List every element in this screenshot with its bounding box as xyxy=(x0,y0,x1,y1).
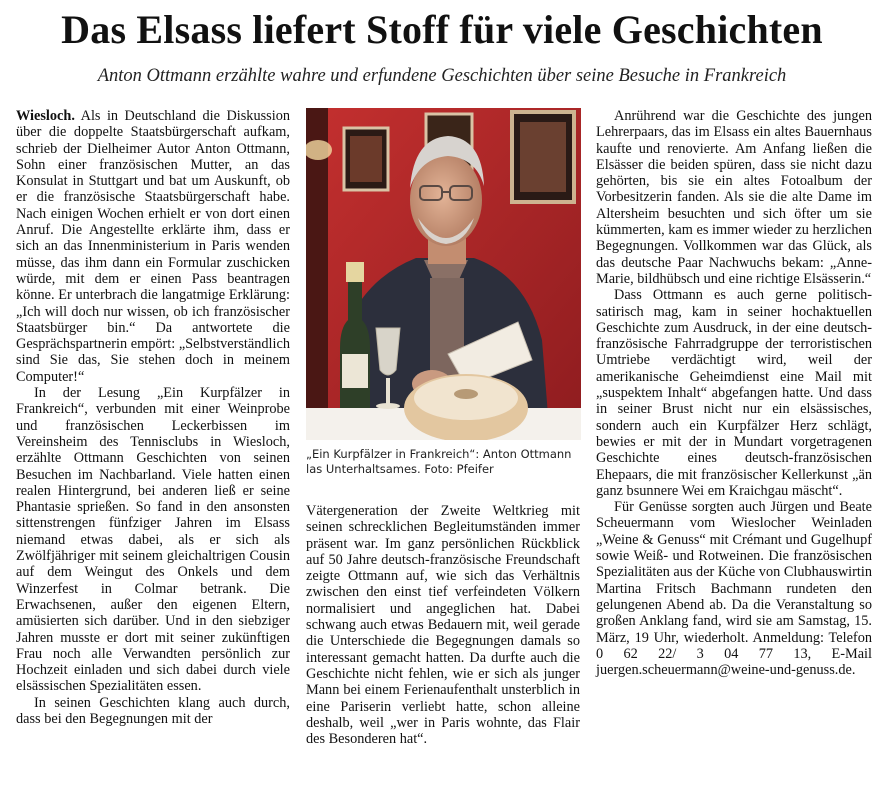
paragraph: Vätergeneration der Zweite Weltkrieg mit seinen schrecklichen Begleitumständen immer präsent war. Im ganz persönlichen Rückblick auf 50 Jahre deutsch-französische Freundschaft zeigte Ottmann auf, wie sich das Verhältnis zwischen den einst tief verfeindeten Völkern normalisiert und angeglichen hat. Dabei schwang auch etwas Bedauern mit, weil gerade die Unterschiede die Begegnungen damals so interessant gemacht hatten. Da durfte auch die Geschichte nicht fehlen, wie er sich als junger Mann bei einem Ferienaufenthalt unsterblich in eine Pariserin verliebt hatte, schon alleine deshalb, weil „wer in Paris wohnte, das Flair des Besonderen hat“. xyxy=(306,503,580,748)
paragraph: Für Genüsse sorgten auch Jürgen und Beate Scheuermann vom Wieslocher Weinladen „Weine & Genuss“ mit Crémant und Gugelhupf sowie Weiß- und Rotweinen. Die französischen Spezialitäten aus der Küche von Clubhauswirtin Martina Fritsch Bachmann rundeten den gelungenen Abend ab. Da die Veranstaltung so großen Anklang fand, wird sie am Samstag, 15. März, 19 Uhr, wiederholt. Anmeldung: Telefon 0 62 22/ 3 04 77 13, E-Mail juergen.scheuermann@weine-und-genuss.de. xyxy=(596,499,872,679)
paragraph: Dass Ottmann es auch gerne politisch-satirisch mag, kam in seiner hochaktuellen Geschichte zum Ausdruck, in der eine deutsch-französische Fahrradgruppe der terroristischen Umtriebe verdächtigt wird, weil der amerikanische Geheimdienst eine Mail mit „suspektem Inhalt“ abgefangen hatte. Und dass in seiner Brust nicht nur ein elsässisches, sondern auch ein Kurpfälzer Herz schlägt, bewies er mit der in Mundart vorgetragenen Geschichte eines deutsch-französischen Ehepaars, die mit französischer Kellerkunst „än ganz bsunnere Wei em Kraichgau mäscht“. xyxy=(596,287,872,499)
paragraph xyxy=(16,108,290,385)
article-photo xyxy=(306,108,581,440)
paragraph-text: Als in Deutschland die Diskussion über die doppelte Staatsbürgerschaft aufkam, schrieb der Dielheimer Autor Anton Ottmann, Sohn einer französischen Mutter, an das Konsulat in Stuttgart und bat um Auskunft, ob er die französische Staatsbürgerschaft habe. Nach einigen Wochen erhielt er von dort einen Anruf. Die Angestellte erklärte ihm, dass er sich an das Innenministerium in Paris wenden müsse, das ihm dann ein Formular zuschicken würde, mit dem er einen Pass beantragen könne. Er unterbrach die langatmige Erklärung: „Ich will doch nur wissen, ob ich französischer Staatsbürger bin.“ Da antwortete die Gesprächspartnerin empört: „Selbstverständlich sind Sie das, Sie stehen doch in meinem Computer!“ xyxy=(16,108,290,385)
headline: Das Elsass liefert Stoff für viele Geschichten xyxy=(61,7,823,52)
article-column-1 xyxy=(16,108,290,727)
paragraph: In der Lesung „Ein Kurpfälzer in Frankreich“, verbunden mit einer Weinprobe und französischen Leckerbissen im Vereinsheim des Tennisclubs in Wiesloch, erzählte Ottmann Geschichten von seinen Besuchen im Nachbarland. Viele hatten einen realen Hintergrund, bei anderen ließ er seine Phantasie sprießen. So fand in den ansonsten sittenstrengen fünfziger Jahren im Elsass niemand etwas dabei, als er sich als Zwölfjähriger mit seinem gleichaltrigen Cousin auf dem Weingut des Onkels und dem Winzerfest in Colmar betrank. Die Erwachsenen, außer den eigenen Eltern, amüsierten sich darüber. Und in den siebziger Jahren musste er dort mit seiner zukünftigen Frau noch alle Verwandten persönlich zur Hochzeit einladen und sich dabei durch viele elsässischen Spezialitäten essen. xyxy=(16,385,290,695)
article-column-2 xyxy=(306,503,580,747)
article-column-3 xyxy=(596,108,872,678)
photo-caption: „Ein Kurpfälzer in Frankreich“: Anton Ottmann las Unterhaltsames. Foto: Pfeifer xyxy=(306,447,572,476)
dateline: Wiesloch. xyxy=(16,108,75,124)
paragraph: Anrührend war die Geschichte des jungen Lehrerpaars, das im Elsass ein altes Bauernhaus kaufte und renovierte. Am Anfang ließen die Elsässer die beiden spüren, dass sie nicht dazu gehörten, bis sie ein altes Fotoalbum der Vorbesitzerin fanden. Als sie die alte Dame im Altersheim besuchten und sich öfter um sie kümmerten, kam es immer wieder zu herzlichen Begegnungen. Vollkommen war das Glück, als das deutsche Paar Nachwuchs bekam: „Anne-Marie, bildhübsch und eine richtige Elsässerin.“ xyxy=(596,108,872,287)
subhead: Anton Ottmann erzählte wahre und erfundene Geschichten über seine Besuche in Frankreich xyxy=(97,66,787,86)
paragraph: In seinen Geschichten klang auch durch, dass bei den Begegnungen mit der xyxy=(16,694,290,727)
